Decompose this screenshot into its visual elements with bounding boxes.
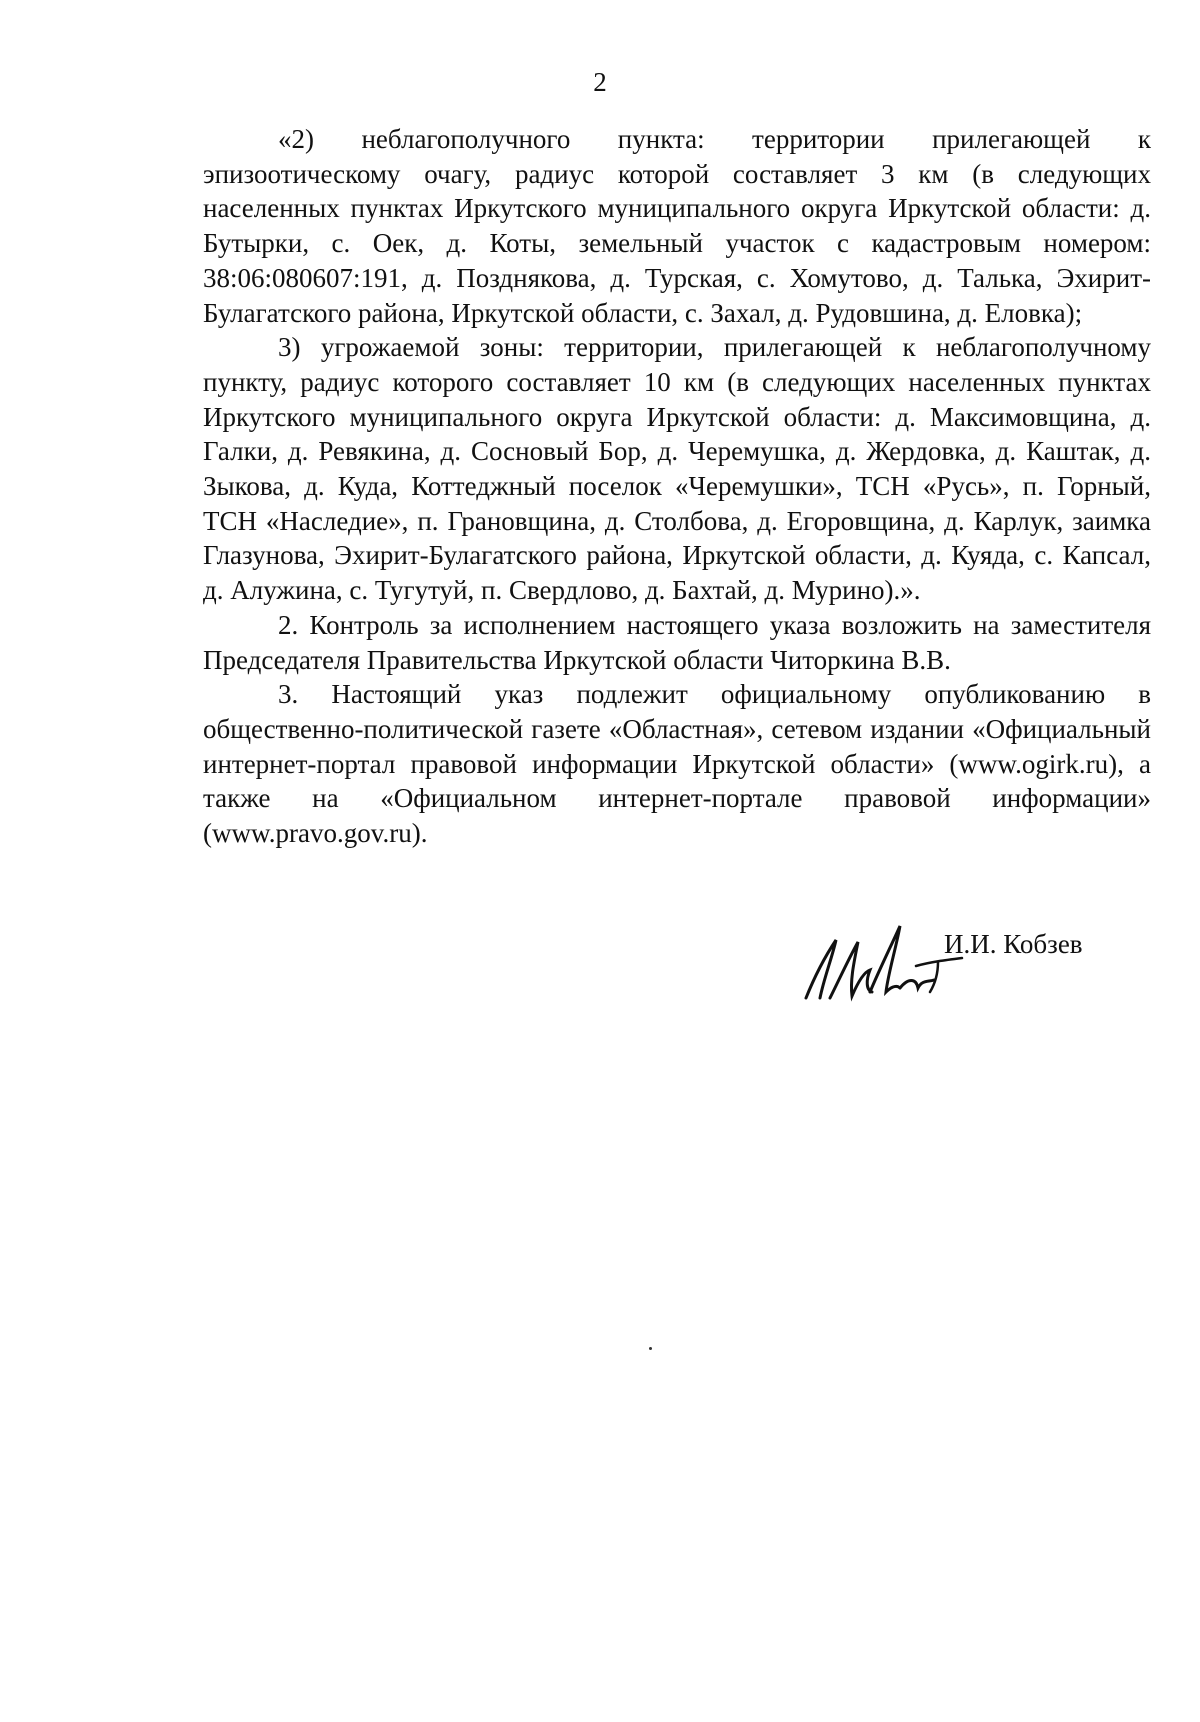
signature-block: [800, 918, 1160, 1008]
scan-speck: [649, 1347, 652, 1350]
paragraph-zone-threatened: 3) угрожаемой зоны: территории, прилегающей к неблагополучному пункту, радиус которого составляет 10 км (в следующих населенных пунктах Иркутского муниципального округа Иркутской области: д. Максимовщина, д. Галки, д. Ревякина, д. Сосновый Бор, д. Черемушка, д. Жердовка, д. Каштак, д. Зыкова, д. Куда, Коттеджный поселок «Черемушки», ТСН «Русь», п. Горный, ТСН «Наследие», п. Грановщина, д. Столбова, д. Егоровщина, д. Карлук, заимка Глазунова, Эхирит-Булагатского района, Иркутской области, д. Куяда, с. Капсал, д. Алужина, с. Тугутуй, п. Свердлово, д. Бахтай, д. Мурино).».: [203, 332, 1151, 606]
paragraph-publication: 3. Настоящий указ подлежит официальному опубликованию в общественно-политической газете «Областная», сетевом издании «Официальный интернет-портал правовой информации Иркутской области» (www.ogirk.ru), а также на «Официальном интернет-портале правовой информации» (www.pravo.gov.ru).: [203, 679, 1151, 849]
paragraph-zone-unfavorable-point: «2) неблагополучного пункта: территории прилегающей к эпизоотическому очагу, радиус которой составляет 3 км (в следующих населенных пунктах Иркутского муниципального округа Иркутской области: д. Бутырки, с. Оек, д. Коты, земельный участок с кадастровым номером: 38:06:080607:191, д. Позднякова, д. Турская, с. Хомутово, д. Талька, Эхирит-Булагатского района, Иркутской области, с. Захал, д. Рудовшина, д. Еловка);: [203, 124, 1151, 328]
paragraph-control: 2. Контроль за исполнением настоящего указа возложить на заместителя Председателя Правительства Иркутской области Читоркина В.В.: [203, 609, 1151, 675]
document-body: [203, 122, 1151, 851]
signer-name: И.И. Кобзев: [944, 929, 1083, 959]
page-number: 2: [593, 67, 607, 97]
